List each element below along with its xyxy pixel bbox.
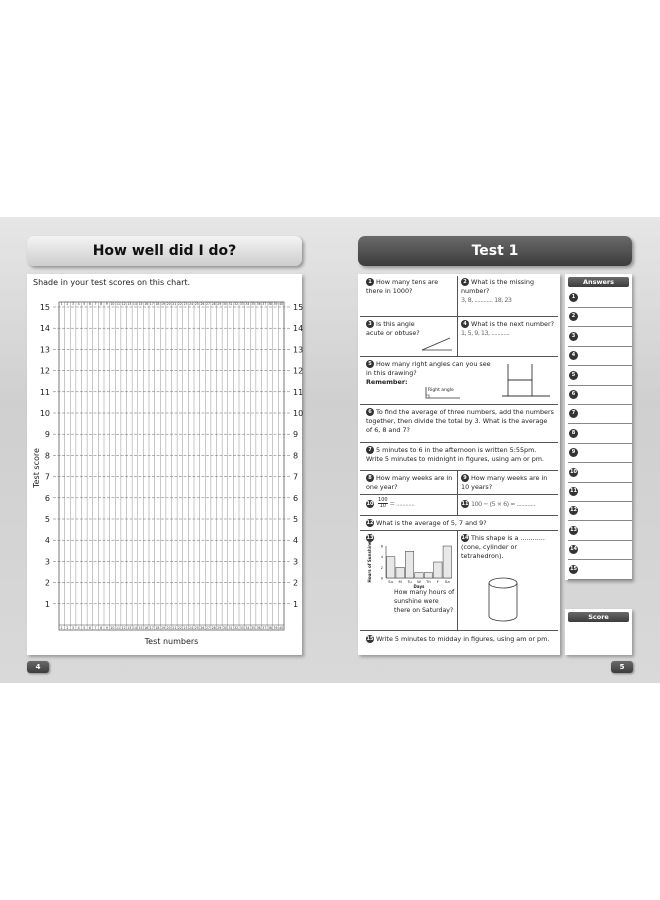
- question-3: [366, 320, 426, 338]
- x-tick-label-top: 23: [183, 302, 188, 306]
- x-axis-label: Test numbers: [144, 637, 199, 646]
- y-tick-label-right: 5: [293, 515, 299, 524]
- answer-row[interactable]: [568, 521, 632, 541]
- graph-y-tick: 4: [380, 555, 383, 560]
- question-text: What is the next number?: [471, 320, 555, 328]
- sunshine-bar-graph: [366, 542, 456, 588]
- x-tick-label-bottom: 31: [228, 626, 233, 630]
- x-tick-label-top: 28: [211, 302, 216, 306]
- y-tick-label-left: 12: [39, 366, 50, 376]
- answers-panel: [565, 274, 632, 580]
- answer-row[interactable]: [568, 560, 632, 580]
- x-tick-label-bottom: 18: [155, 626, 160, 630]
- score-panel: [565, 609, 632, 655]
- x-tick-label-bottom: 37: [262, 626, 267, 630]
- x-tick-label-bottom: 34: [245, 626, 250, 630]
- y-tick-label-left: 11: [39, 387, 50, 397]
- answer-row[interactable]: [568, 366, 632, 386]
- divider: [360, 470, 558, 471]
- x-tick-label-bottom: 11: [116, 626, 121, 630]
- sunshine-bar: [396, 567, 404, 578]
- question-text: How many weeks are in 10 years?: [461, 474, 548, 491]
- answer-number: 7: [569, 409, 578, 418]
- answer-row[interactable]: [568, 482, 632, 502]
- divider: [360, 442, 558, 443]
- page-number: 5: [611, 661, 633, 673]
- book-spread: [0, 217, 660, 683]
- question-number: 14: [461, 535, 469, 541]
- question-text: Write 5 minutes to midday in figures, using am or pm.: [376, 635, 550, 643]
- answer-number: 15: [570, 565, 577, 572]
- question-14: [461, 534, 556, 561]
- x-tick-label-top: 36: [256, 302, 261, 306]
- divider: [457, 276, 458, 316]
- right-angle-diagram: [422, 386, 462, 400]
- divider: [457, 316, 458, 356]
- fraction-numerator: 100: [378, 497, 388, 503]
- x-tick-label-bottom: 16: [144, 626, 149, 630]
- x-tick-label-bottom: 14: [132, 626, 137, 630]
- x-tick-label-bottom: 5: [83, 626, 86, 630]
- y-tick-label-right: 13: [293, 345, 304, 355]
- x-tick-label-top: 5: [83, 302, 86, 306]
- remember-label: Remember:: [366, 378, 408, 386]
- y-tick-label-right: 12: [293, 366, 304, 376]
- graph-day-label: M: [398, 579, 402, 584]
- graph-day-label: F: [436, 579, 439, 584]
- x-tick-label-top: 3: [72, 302, 75, 306]
- sunshine-bar: [424, 573, 432, 578]
- question-text[interactable]: 100 − (5 × 6) = ............: [471, 500, 535, 508]
- x-tick-label-bottom: 38: [267, 626, 272, 630]
- x-tick-label-bottom: 27: [206, 626, 211, 630]
- y-tick-label-left: 9: [44, 430, 50, 440]
- page-number: 4: [27, 661, 49, 673]
- answer-row[interactable]: [568, 443, 632, 463]
- answer-number: 2: [569, 312, 578, 321]
- question-number: 7: [366, 446, 374, 454]
- graph-day-label: W: [417, 579, 421, 584]
- answer-number: 5: [569, 371, 578, 380]
- x-tick-label-top: 9: [105, 302, 108, 306]
- x-tick-label-top: 15: [138, 302, 143, 306]
- page-title: How well did I do?: [27, 236, 302, 266]
- right-angle-label: Right angle: [428, 388, 454, 393]
- question-10: [366, 498, 454, 509]
- answer-number: 13: [570, 526, 577, 533]
- question-text[interactable]: = ............: [389, 499, 415, 508]
- x-tick-label-bottom: 7: [94, 626, 97, 630]
- x-tick-label-top: 12: [121, 302, 126, 306]
- x-tick-label-top: 40: [279, 302, 284, 306]
- answer-number: 8: [569, 429, 578, 438]
- graph-y-label: Hours of Sunshine: [367, 541, 372, 583]
- x-tick-label-top: 21: [172, 302, 177, 306]
- question-9: [461, 474, 551, 492]
- x-tick-label-top: 22: [177, 302, 182, 306]
- y-tick-label-left: 13: [39, 345, 50, 355]
- question-number: 3: [366, 320, 374, 328]
- x-tick-label-top: 29: [217, 302, 222, 306]
- x-tick-label-top: 18: [155, 302, 160, 306]
- question-number: 12: [366, 520, 374, 526]
- question-number: 2: [461, 278, 469, 286]
- x-tick-label-top: 26: [200, 302, 205, 306]
- divider: [360, 316, 558, 317]
- x-tick-label-top: 30: [222, 302, 227, 306]
- x-tick-label-top: 14: [132, 302, 137, 306]
- x-tick-label-bottom: 21: [172, 626, 177, 630]
- x-tick-label-bottom: 26: [200, 626, 205, 630]
- x-tick-label-bottom: 33: [239, 626, 244, 630]
- y-tick-label-left: 3: [44, 557, 50, 567]
- question-text: Is this angle acute or obtuse?: [366, 320, 420, 337]
- x-tick-label-bottom: 25: [194, 626, 199, 630]
- sunshine-bar: [387, 557, 395, 578]
- y-tick-label-left: 6: [44, 493, 50, 503]
- answer-row[interactable]: [568, 501, 632, 521]
- y-tick-label-right: 7: [293, 472, 299, 482]
- y-tick-label-left: 8: [44, 451, 50, 461]
- x-tick-label-bottom: 15: [138, 626, 143, 630]
- question-number: 5: [366, 360, 374, 368]
- y-tick-label-left: 7: [44, 472, 50, 482]
- x-tick-label-top: 20: [166, 302, 171, 306]
- score-box[interactable]: [568, 625, 629, 652]
- x-tick-label-top: 1: [60, 302, 63, 306]
- answer-number: 14: [570, 546, 577, 553]
- y-axis-label: Test score: [32, 448, 41, 488]
- question-number: 10: [366, 500, 374, 507]
- x-tick-label-bottom: 20: [166, 626, 171, 630]
- divider: [360, 530, 558, 531]
- x-tick-label-top: 24: [189, 302, 194, 306]
- answer-number: 1: [569, 293, 578, 302]
- question-1: [366, 278, 454, 296]
- graph-day-label: Sa: [444, 579, 450, 584]
- answer-number: 3: [569, 332, 578, 341]
- y-tick-label-right: 9: [293, 430, 299, 440]
- divider: [360, 356, 558, 357]
- number-sequence[interactable]: 1, 5, 9, 13, ............: [461, 329, 510, 337]
- answers-title: Answers: [568, 277, 629, 287]
- test-questions-sheet: [358, 274, 560, 655]
- y-tick-label-right: 6: [293, 493, 299, 503]
- answer-row[interactable]: [568, 346, 632, 366]
- x-tick-label-top: 38: [267, 302, 272, 306]
- divider: [360, 630, 558, 631]
- x-tick-label-bottom: 29: [217, 626, 222, 630]
- x-tick-label-top: 7: [94, 302, 97, 306]
- x-tick-label-top: 10: [110, 302, 115, 306]
- question-text: 5 minutes to 6 in the afternoon is written 5:55pm. Write 5 minutes to midnight in figures, using am or pm.: [366, 446, 545, 463]
- x-tick-label-top: 6: [88, 302, 91, 306]
- y-tick-label-right: 8: [293, 451, 299, 461]
- y-tick-label-right: 3: [293, 557, 299, 567]
- answer-number: 4: [569, 351, 578, 360]
- answer-row[interactable]: [568, 424, 632, 444]
- graph-y-tick: 2: [380, 565, 383, 570]
- x-tick-label-top: 32: [234, 302, 239, 306]
- question-text: How many tens are there in 1000?: [366, 278, 439, 295]
- x-tick-label-top: 13: [127, 302, 132, 306]
- x-tick-label-bottom: 13: [127, 626, 132, 630]
- answer-number: 6: [569, 390, 578, 399]
- x-tick-label-top: 27: [206, 302, 211, 306]
- graph-y-tick: 0: [380, 576, 383, 581]
- answer-row[interactable]: [568, 385, 632, 405]
- left-page: [0, 217, 330, 683]
- sunshine-bar: [443, 546, 451, 578]
- y-tick-label-left: 1: [44, 599, 50, 609]
- divider: [457, 530, 458, 630]
- x-tick-label-top: 39: [273, 302, 278, 306]
- fraction-denominator: 10: [379, 503, 386, 509]
- question-text: What is the average of 5, 7 and 9?: [376, 519, 487, 527]
- question-text: What is the missing number?: [461, 278, 535, 295]
- x-tick-label-bottom: 19: [161, 626, 166, 630]
- answer-number: 11: [570, 488, 577, 494]
- x-tick-label-bottom: 36: [256, 626, 261, 630]
- divider: [360, 515, 558, 516]
- question-number: 8: [366, 474, 374, 482]
- graph-y-tick: 6: [380, 544, 383, 549]
- y-tick-label-left: 14: [39, 324, 50, 334]
- y-tick-label-left: 15: [39, 303, 50, 312]
- question-text: To find the average of three numbers, add the numbers together, then divide the total by 3. What is the average of 6, 8 and 7?: [366, 408, 554, 434]
- question-13: How many hours of sunshine were there on Saturday?: [394, 589, 455, 614]
- divider: [360, 494, 558, 495]
- x-tick-label-bottom: 9: [105, 626, 108, 630]
- x-tick-label-top: 16: [144, 302, 149, 306]
- x-tick-label-top: 31: [228, 302, 233, 306]
- x-tick-label-top: 11: [116, 302, 121, 306]
- x-tick-label-top: 25: [194, 302, 199, 306]
- x-tick-label-top: 34: [245, 302, 250, 306]
- answer-row[interactable]: [568, 540, 632, 560]
- graph-x-label: Days: [413, 584, 425, 589]
- x-tick-label-bottom: 10: [110, 626, 115, 630]
- question-15: [366, 635, 554, 644]
- answer-number: 9: [569, 448, 578, 457]
- x-tick-label-top: 35: [251, 302, 256, 306]
- y-tick-label-right: 15: [293, 303, 304, 312]
- question-number: 1: [366, 278, 374, 286]
- x-tick-label-top: 19: [161, 302, 166, 306]
- y-tick-label-left: 4: [44, 536, 50, 546]
- answer-number: 10: [570, 468, 577, 475]
- question-number: 11: [461, 501, 469, 507]
- y-tick-label-right: 14: [293, 324, 304, 334]
- x-tick-label-bottom: 32: [234, 626, 239, 630]
- graph-day-label: Tu: [407, 579, 412, 584]
- x-tick-label-top: 33: [239, 302, 244, 306]
- score-chart[interactable]: [27, 274, 302, 655]
- right-angles-drawing: [498, 360, 552, 402]
- x-tick-label-top: 8: [100, 302, 103, 306]
- x-tick-label-top: 2: [66, 302, 69, 306]
- x-tick-label-bottom: 3: [72, 626, 75, 630]
- question-number: 9: [461, 474, 469, 482]
- x-tick-label-bottom: 8: [100, 626, 103, 630]
- angle-diagram: [420, 336, 454, 352]
- cylinder-shape: [486, 576, 520, 624]
- score-chart-sheet: [27, 274, 302, 655]
- right-page: [330, 217, 660, 683]
- x-tick-label-top: 17: [149, 302, 154, 306]
- y-tick-label-left: 5: [44, 515, 50, 524]
- question-2: [461, 278, 556, 305]
- y-tick-label-right: 10: [293, 409, 304, 418]
- x-tick-label-bottom: 39: [273, 626, 278, 630]
- x-tick-label-bottom: 12: [121, 626, 126, 630]
- x-tick-label-bottom: 35: [251, 626, 256, 630]
- x-tick-label-bottom: 4: [77, 626, 80, 630]
- question-12: [366, 519, 554, 528]
- test-title: Test 1: [358, 236, 632, 266]
- divider: [457, 470, 458, 515]
- x-tick-label-bottom: 30: [222, 626, 227, 630]
- question-text: How many right angles can you see in this drawing?: [366, 360, 491, 377]
- answer-number: 12: [570, 507, 577, 514]
- x-tick-label-bottom: 17: [149, 626, 154, 630]
- question-text: This shape is a ............ (cone, cylinder or tetrahedron).: [461, 534, 545, 560]
- question-6: [366, 408, 554, 435]
- x-tick-label-bottom: 24: [189, 626, 194, 630]
- question-11: [461, 500, 556, 509]
- sunshine-bar: [434, 562, 442, 578]
- answer-row[interactable]: [568, 307, 632, 327]
- chart-instruction: Shade in your test scores on this chart.: [33, 278, 191, 287]
- answer-row[interactable]: [568, 327, 632, 347]
- sunshine-bar: [405, 551, 413, 578]
- answer-row[interactable]: [568, 404, 632, 424]
- question-4: [461, 320, 556, 338]
- question-number: 6: [366, 408, 374, 416]
- x-tick-label-bottom: 2: [66, 626, 69, 630]
- question-number: 13: [366, 535, 374, 541]
- y-tick-label-right: 4: [293, 536, 299, 546]
- x-tick-label-bottom: 6: [88, 626, 91, 630]
- graph-day-label: Su: [388, 579, 394, 584]
- x-tick-label-bottom: 28: [211, 626, 216, 630]
- question-8: [366, 474, 454, 492]
- y-tick-label-left: 2: [44, 578, 50, 588]
- x-tick-label-top: 37: [262, 302, 267, 306]
- x-tick-label-bottom: 1: [60, 626, 63, 630]
- question-number: 4: [461, 320, 469, 328]
- x-tick-label-bottom: 23: [183, 626, 188, 630]
- graph-day-label: Th: [426, 579, 431, 584]
- y-tick-label-right: 1: [293, 599, 299, 609]
- sunshine-bar: [415, 573, 423, 578]
- answer-row[interactable]: [568, 288, 632, 308]
- score-title: Score: [568, 612, 629, 622]
- y-tick-label-right: 2: [293, 578, 299, 588]
- number-sequence[interactable]: 3, 8, ............ 18, 23: [461, 296, 512, 304]
- question-5: [366, 360, 496, 387]
- divider: [360, 404, 558, 405]
- x-tick-label-bottom: 40: [279, 626, 284, 630]
- x-tick-label-bottom: 22: [177, 626, 182, 630]
- question-number: 15: [366, 636, 374, 642]
- y-tick-label-right: 11: [293, 387, 304, 397]
- x-tick-label-top: 4: [77, 302, 80, 306]
- y-tick-label-left: 10: [39, 409, 50, 418]
- question-7: [366, 446, 554, 464]
- answer-row[interactable]: [568, 463, 632, 483]
- question-text: How many weeks are in one year?: [366, 474, 453, 491]
